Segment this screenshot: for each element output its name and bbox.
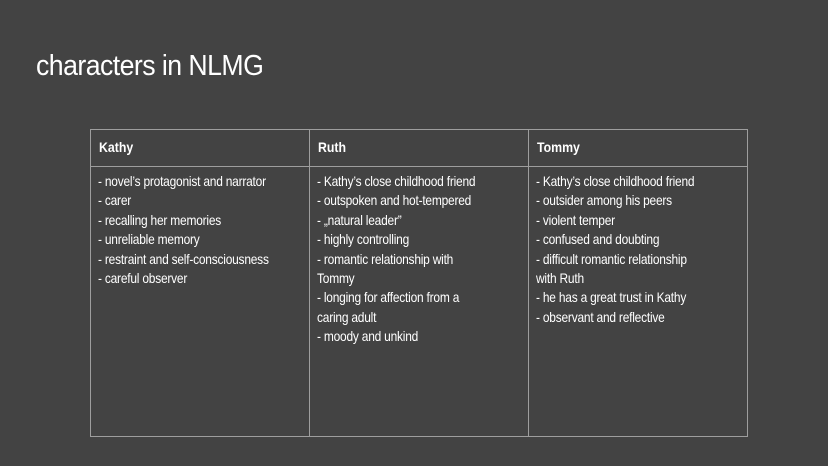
characters-table: [90, 129, 748, 437]
header-tommy-label: Tommy: [537, 139, 580, 155]
list-item: - romantic relationship with: [317, 251, 454, 267]
list-item: - recalling her memories: [98, 212, 222, 228]
list-item: - outspoken and hot-tempered: [317, 193, 472, 209]
list-item: - outsider among his peers: [536, 193, 672, 209]
table-header-row: [91, 130, 748, 167]
header-tommy: [529, 130, 748, 167]
list-item: - highly controlling: [317, 232, 410, 248]
list-item: caring adult: [317, 309, 377, 325]
list-item: - difficult romantic relationship: [536, 251, 687, 267]
header-kathy-label: Kathy: [99, 139, 134, 155]
table-body-row: [91, 167, 748, 437]
list-item: - longing for affection from a: [317, 290, 460, 306]
list-item: - carer: [98, 193, 132, 209]
list-item: - restraint and self-consciousness: [98, 251, 269, 267]
header-ruth: [310, 130, 529, 167]
list-item: - Kathy’s close childhood friend: [536, 174, 695, 189]
header-ruth-label: Ruth: [318, 139, 347, 155]
list-item: - violent temper: [536, 212, 615, 228]
list-item: - „natural leader”: [317, 212, 402, 228]
slide-title: characters in NLMG: [36, 50, 264, 82]
list-item: - confused and doubting: [536, 232, 660, 248]
header-kathy: [91, 130, 310, 167]
list-item: with Ruth: [536, 271, 584, 287]
list-item: - unreliable memory: [98, 232, 200, 248]
list-item: - Kathy’s close childhood friend: [317, 174, 476, 189]
tommy-traits-cell: [529, 167, 748, 437]
kathy-traits-cell: [91, 167, 310, 437]
ruth-traits-cell: [310, 167, 529, 437]
list-item: - careful observer: [98, 271, 188, 287]
kathy-traits-list: [98, 172, 303, 288]
list-item: - novel’s protagonist and narrator: [98, 174, 266, 189]
ruth-traits-list: [317, 172, 522, 347]
list-item: - moody and unkind: [317, 329, 419, 345]
tommy-traits-list: [536, 172, 741, 327]
list-item: Tommy: [317, 271, 355, 287]
list-item: - observant and reflective: [536, 309, 665, 325]
list-item: - he has a great trust in Kathy: [536, 290, 687, 306]
